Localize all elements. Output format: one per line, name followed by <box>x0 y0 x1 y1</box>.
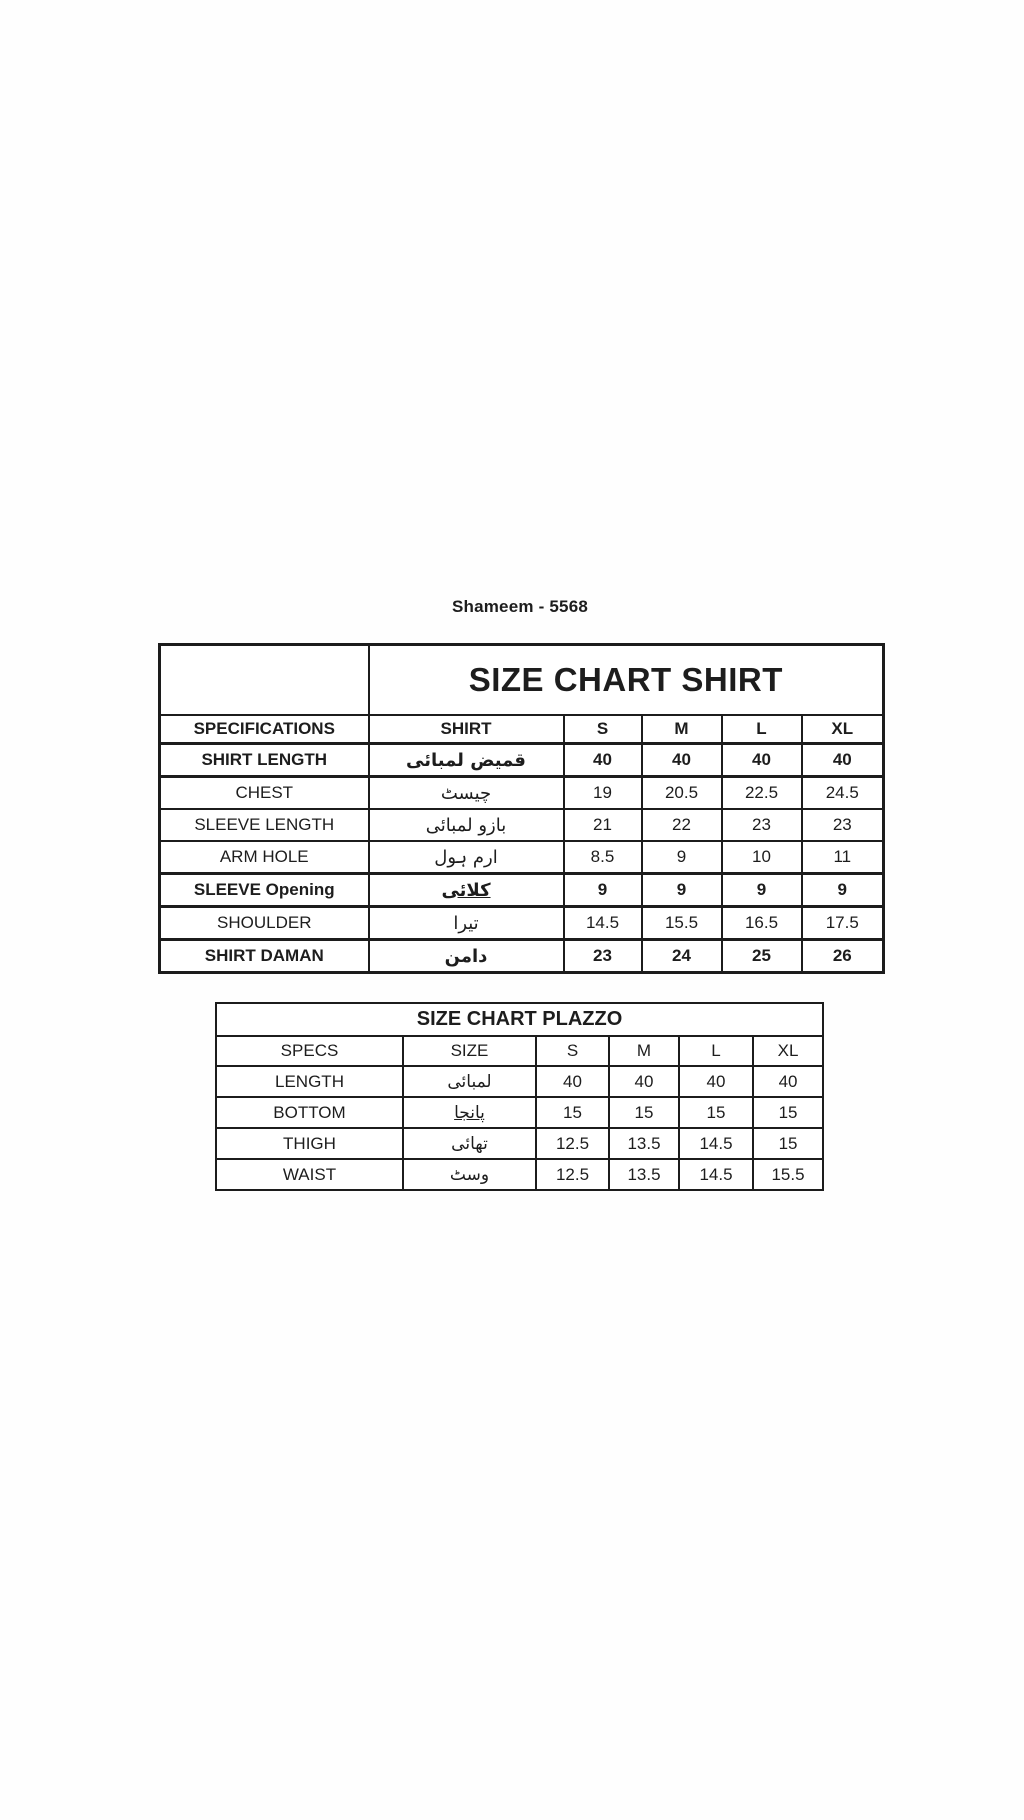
size-value-cell: 40 <box>722 744 802 777</box>
table-row-shoulder <box>160 907 884 940</box>
document-title: Shameem - 5568 <box>451 597 589 616</box>
size-value-cell: 15 <box>609 1097 679 1128</box>
size-value-cell: 40 <box>642 744 722 777</box>
urdu-label-cell: وسٹ <box>403 1159 536 1190</box>
shirt-chart-header-row <box>160 715 884 744</box>
shirt-chart-empty-corner-cell <box>160 645 369 716</box>
table-row-arm-hole <box>160 841 884 874</box>
table-row-sleeve-length <box>160 809 884 841</box>
size-value-cell: 13.5 <box>609 1128 679 1159</box>
urdu-label-cell: لمبائی <box>403 1066 536 1097</box>
shirt-chart-header-specifications: SPECIFICATIONS <box>160 715 369 744</box>
urdu-label-cell: تھائی <box>403 1128 536 1159</box>
size-value-cell: 10 <box>722 841 802 874</box>
urdu-label-cell: بازو لمبائی <box>369 809 564 841</box>
shirt-chart-header-shirt: SHIRT <box>369 715 564 744</box>
table-row-bottom <box>216 1097 823 1128</box>
size-value-cell: 40 <box>802 744 884 777</box>
plazzo-chart-header-l: L <box>679 1036 753 1066</box>
spec-cell: SLEEVE Opening <box>160 874 369 907</box>
shirt-size-chart-table <box>158 643 885 974</box>
spec-cell: WAIST <box>216 1159 403 1190</box>
shirt-chart-header-l: L <box>722 715 802 744</box>
spec-cell: SHIRT LENGTH <box>160 744 369 777</box>
size-value-cell: 15.5 <box>753 1159 823 1190</box>
shirt-chart-title-row <box>160 645 884 716</box>
size-value-cell: 15 <box>753 1128 823 1159</box>
size-value-cell: 16.5 <box>722 907 802 940</box>
size-value-cell: 24.5 <box>802 777 884 810</box>
size-value-cell: 20.5 <box>642 777 722 810</box>
size-value-cell: 24 <box>642 940 722 973</box>
table-row-shirt-length <box>160 744 884 777</box>
shirt-chart-title: SIZE CHART SHIRT <box>369 645 884 716</box>
table-row-thigh <box>216 1128 823 1159</box>
shirt-chart-header-m: M <box>642 715 722 744</box>
size-value-cell: 26 <box>802 940 884 973</box>
plazzo-chart-header-size: SIZE <box>403 1036 536 1066</box>
size-value-cell: 40 <box>609 1066 679 1097</box>
size-value-cell: 23 <box>722 809 802 841</box>
size-value-cell: 12.5 <box>536 1128 609 1159</box>
size-value-cell: 15 <box>679 1097 753 1128</box>
spec-cell: SHIRT DAMAN <box>160 940 369 973</box>
spec-cell: CHEST <box>160 777 369 810</box>
size-value-cell: 9 <box>642 874 722 907</box>
size-value-cell: 8.5 <box>564 841 642 874</box>
size-value-cell: 14.5 <box>679 1159 753 1190</box>
urdu-label-cell: چیسٹ <box>369 777 564 810</box>
size-value-cell: 9 <box>722 874 802 907</box>
spec-cell: SHOULDER <box>160 907 369 940</box>
size-value-cell: 22 <box>642 809 722 841</box>
urdu-label-cell: دامن <box>369 940 564 973</box>
spec-cell: THIGH <box>216 1128 403 1159</box>
size-value-cell: 15.5 <box>642 907 722 940</box>
size-value-cell: 25 <box>722 940 802 973</box>
shirt-chart-header-s: S <box>564 715 642 744</box>
urdu-label-cell: ارم ہول <box>369 841 564 874</box>
table-row-length <box>216 1066 823 1097</box>
size-value-cell: 21 <box>564 809 642 841</box>
size-value-cell: 12.5 <box>536 1159 609 1190</box>
plazzo-chart-header-s: S <box>536 1036 609 1066</box>
size-value-cell: 23 <box>564 940 642 973</box>
spec-cell: ARM HOLE <box>160 841 369 874</box>
urdu-label-cell: کلائی <box>369 874 564 907</box>
size-value-cell: 19 <box>564 777 642 810</box>
size-value-cell: 11 <box>802 841 884 874</box>
urdu-label-cell: قمیض لمبائی <box>369 744 564 777</box>
plazzo-chart-header-specs: SPECS <box>216 1036 403 1066</box>
size-value-cell: 17.5 <box>802 907 884 940</box>
size-value-cell: 40 <box>536 1066 609 1097</box>
size-value-cell: 40 <box>679 1066 753 1097</box>
spec-cell: BOTTOM <box>216 1097 403 1128</box>
plazzo-chart-header-row <box>216 1036 823 1066</box>
size-value-cell: 9 <box>564 874 642 907</box>
size-value-cell: 14.5 <box>679 1128 753 1159</box>
plazzo-size-chart-table <box>215 1002 824 1191</box>
plazzo-chart-header-xl: XL <box>753 1036 823 1066</box>
urdu-label-cell: تیرا <box>369 907 564 940</box>
size-value-cell: 14.5 <box>564 907 642 940</box>
size-value-cell: 40 <box>753 1066 823 1097</box>
urdu-label-cell: پانجا <box>403 1097 536 1128</box>
size-value-cell: 15 <box>536 1097 609 1128</box>
plazzo-chart-title: SIZE CHART PLAZZO <box>216 1003 823 1036</box>
size-value-cell: 13.5 <box>609 1159 679 1190</box>
plazzo-chart-title-row <box>216 1003 823 1036</box>
size-value-cell: 40 <box>564 744 642 777</box>
size-value-cell: 9 <box>802 874 884 907</box>
size-value-cell: 23 <box>802 809 884 841</box>
table-row-shirt-daman <box>160 940 884 973</box>
plazzo-chart-header-m: M <box>609 1036 679 1066</box>
spec-cell: SLEEVE LENGTH <box>160 809 369 841</box>
table-row-waist <box>216 1159 823 1190</box>
size-value-cell: 15 <box>753 1097 823 1128</box>
shirt-chart-header-xl: XL <box>802 715 884 744</box>
size-value-cell: 9 <box>642 841 722 874</box>
table-row-chest <box>160 777 884 810</box>
spec-cell: LENGTH <box>216 1066 403 1097</box>
size-value-cell: 22.5 <box>722 777 802 810</box>
table-row-sleeve-opening <box>160 874 884 907</box>
